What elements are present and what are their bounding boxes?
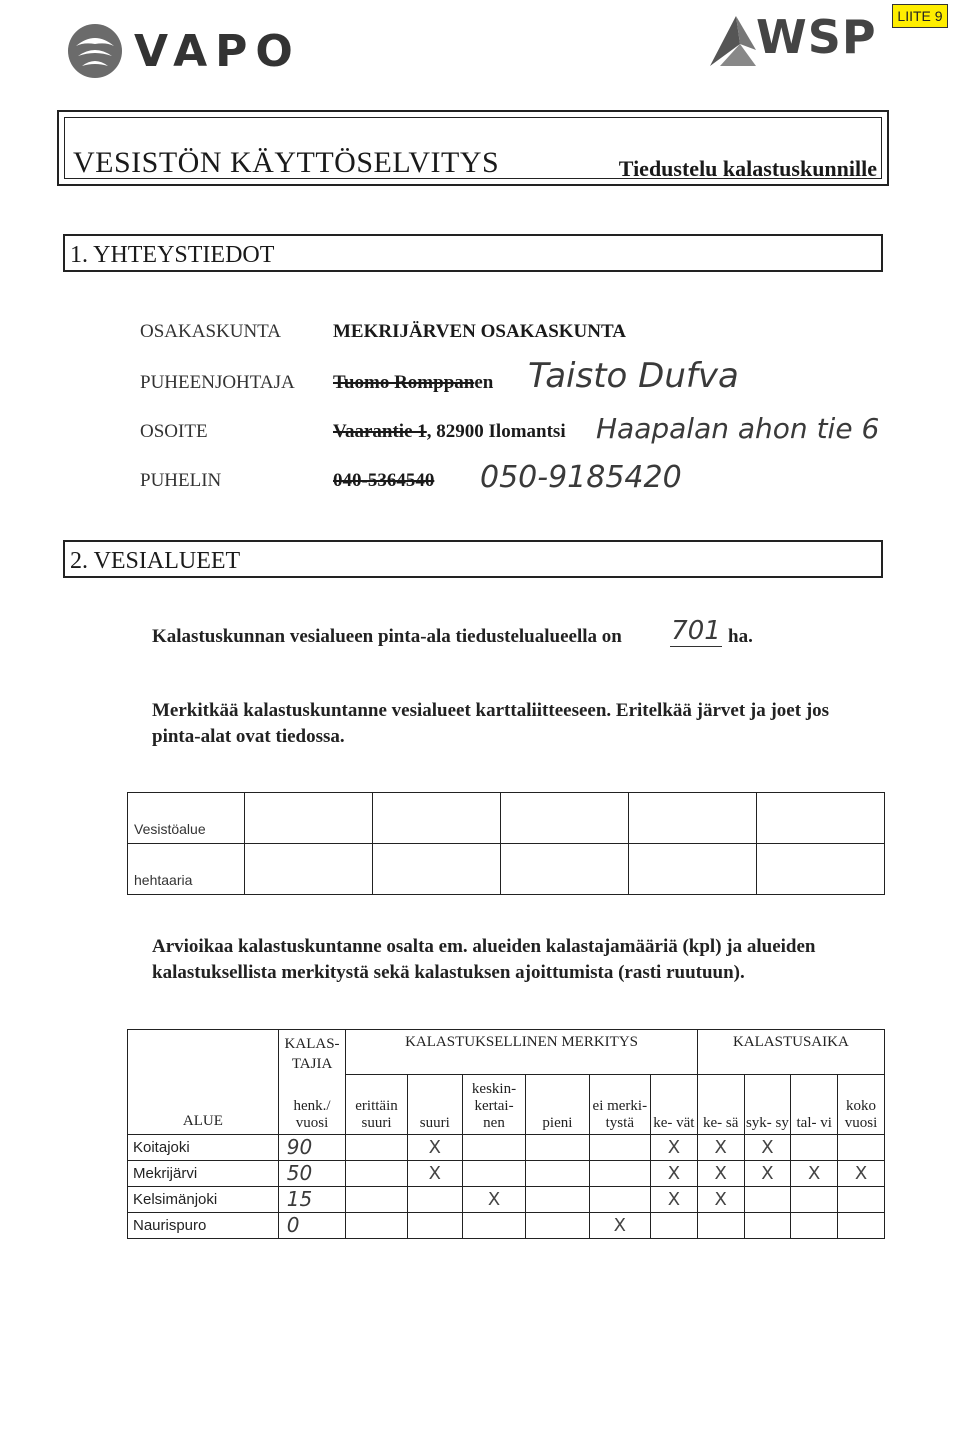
area-question: Kalastuskunnan vesialueen pinta-ala tiedustelualueella on: [152, 626, 622, 647]
col-header: ke- sä: [697, 1074, 744, 1134]
table-row: [128, 1134, 885, 1160]
checkbox-cell[interactable]: [526, 1134, 589, 1160]
value-osakaskunta: MEKRIJÄRVEN OSAKASKUNTA: [333, 321, 626, 342]
title-box: [57, 110, 889, 186]
table-cell[interactable]: [501, 844, 629, 895]
area-value-handwritten: 701: [671, 616, 721, 646]
group-fishers-header: KALAS- TAJIA: [278, 1030, 346, 1075]
section-heading-contacts: 1. YHTEYSTIEDOT: [63, 234, 883, 272]
handwritten-phone: 050-9185420: [480, 460, 682, 495]
checkbox-cell[interactable]: [589, 1134, 650, 1160]
col-header: keskin- kertai- nen: [462, 1074, 525, 1134]
estimate-instruction: Arvioikaa kalastuskuntanne osalta em. alueiden kalastajamääriä (kpl) ja alueiden kalastuksellista merkitystä sekä kalastuksen ajoittumista (rasti ruutuun).: [152, 936, 816, 983]
vapo-wordmark: VAPO: [134, 26, 301, 77]
vapo-logo: [66, 16, 326, 86]
struck-address: Vaarantie 1: [333, 421, 427, 442]
section-heading-water-areas: 2. VESIALUEET: [63, 540, 883, 578]
attachment-badge: LIITE 9: [892, 4, 948, 28]
checkbox-cell[interactable]: [462, 1212, 525, 1238]
address-suffix: , 82900 Ilomantsi: [426, 421, 566, 442]
checkbox-cell[interactable]: [526, 1212, 589, 1238]
label-chairman: PUHEENJOHTAJA: [140, 372, 295, 393]
col-header: tal- vi: [791, 1074, 838, 1134]
checkbox-cell[interactable]: [346, 1186, 407, 1212]
value-address: [333, 421, 566, 443]
handwritten-address: Haapalan ahon tie 6: [596, 412, 880, 445]
col-header: syk- sy: [744, 1074, 791, 1134]
col-header: ei merki- tystä: [589, 1074, 650, 1134]
checkbox-cell[interactable]: X: [407, 1134, 462, 1160]
label-osakaskunta: OSAKASKUNTA: [140, 321, 281, 342]
document-subtitle: Tiedustelu kalastuskunnille: [618, 156, 877, 181]
fishers-count-cell[interactable]: 90: [278, 1134, 346, 1160]
col-header: pieni: [526, 1074, 589, 1134]
table-cell[interactable]: [501, 793, 629, 844]
table-row: [128, 1186, 885, 1212]
area-name-cell: Naurispuro: [128, 1212, 279, 1238]
fishers-count-cell[interactable]: 15: [278, 1186, 346, 1212]
table-row: [128, 844, 885, 895]
fishers-count-cell[interactable]: 50: [278, 1160, 346, 1186]
instruction-text: Merkitkää kalastuskuntanne vesialueet karttaliitteeseen. Eritelkää järvet ja joet jos pinta-alat ovat tiedossa.: [152, 700, 830, 747]
wsp-emblem-icon: [710, 14, 756, 66]
area-name-cell: Mekrijärvi: [128, 1160, 279, 1186]
checkbox-cell[interactable]: [407, 1186, 462, 1212]
checkbox-cell[interactable]: [838, 1212, 885, 1238]
value-chairman: [333, 372, 493, 394]
checkbox-cell[interactable]: [791, 1186, 838, 1212]
label-vesistoalue: Vesistöalue: [128, 793, 245, 844]
col-header: ke- vät: [650, 1074, 697, 1134]
col-header: erittäin suuri: [346, 1074, 407, 1134]
area-name-cell: Kelsimänjoki: [128, 1186, 279, 1212]
checkbox-cell[interactable]: [346, 1212, 407, 1238]
document-title: VESISTÖN KÄYTTÖSELVITYS: [73, 146, 500, 179]
checkbox-cell[interactable]: X: [838, 1160, 885, 1186]
checkbox-cell[interactable]: [744, 1212, 791, 1238]
table-cell[interactable]: [629, 844, 757, 895]
checkbox-cell[interactable]: X: [791, 1160, 838, 1186]
table-row: [128, 1212, 885, 1238]
checkbox-cell[interactable]: X: [697, 1160, 744, 1186]
checkbox-cell[interactable]: [589, 1186, 650, 1212]
table-row: [128, 793, 885, 844]
checkbox-cell[interactable]: X: [650, 1134, 697, 1160]
vapo-emblem-icon: [66, 22, 124, 80]
col-area-header: ALUE: [128, 1030, 279, 1135]
checkbox-cell[interactable]: X: [589, 1212, 650, 1238]
area-unit: ha.: [728, 626, 753, 647]
col-header: koko vuosi: [838, 1074, 885, 1134]
checkbox-cell[interactable]: [346, 1160, 407, 1186]
handwritten-chairman: Taisto Dufva: [528, 356, 739, 396]
checkbox-cell[interactable]: X: [462, 1186, 525, 1212]
checkbox-cell[interactable]: [407, 1212, 462, 1238]
struck-phone: 040-5364540: [333, 470, 435, 491]
table-cell[interactable]: [245, 793, 373, 844]
checkbox-cell[interactable]: [589, 1160, 650, 1186]
fishers-count-cell[interactable]: 0: [278, 1212, 346, 1238]
value-phone: [333, 470, 434, 492]
group-significance-header: KALASTUKSELLINEN MERKITYS: [346, 1030, 697, 1075]
table-row: [128, 1160, 885, 1186]
water-area-table: [127, 792, 885, 895]
table-cell[interactable]: [373, 793, 501, 844]
table-header-row: [128, 1030, 885, 1075]
checkbox-cell[interactable]: [650, 1212, 697, 1238]
checkbox-cell[interactable]: [838, 1134, 885, 1160]
checkbox-cell[interactable]: X: [697, 1186, 744, 1212]
checkbox-cell[interactable]: [346, 1134, 407, 1160]
col-header: henk./ vuosi: [278, 1074, 346, 1134]
checkbox-cell[interactable]: [462, 1160, 525, 1186]
table-cell[interactable]: [757, 793, 885, 844]
table-cell[interactable]: [245, 844, 373, 895]
checkbox-cell[interactable]: X: [744, 1134, 791, 1160]
label-hehtaaria: hehtaaria: [128, 844, 245, 895]
col-header: suuri: [407, 1074, 462, 1134]
struck-chairman: Tuomo Romppan: [333, 372, 475, 393]
label-address: OSOITE: [140, 421, 208, 442]
checkbox-cell[interactable]: X: [650, 1186, 697, 1212]
checkbox-cell[interactable]: X: [744, 1160, 791, 1186]
wsp-wordmark: WSP: [756, 10, 877, 64]
table-cell[interactable]: [373, 844, 501, 895]
fishing-table: [127, 1029, 885, 1239]
checkbox-cell[interactable]: X: [697, 1134, 744, 1160]
chairman-suffix: en: [474, 372, 494, 393]
checkbox-cell[interactable]: [697, 1212, 744, 1238]
wsp-logo: [700, 6, 890, 70]
checkbox-cell[interactable]: [526, 1186, 589, 1212]
checkbox-cell[interactable]: X: [407, 1160, 462, 1186]
area-name-cell: Koitajoki: [128, 1134, 279, 1160]
checkbox-cell[interactable]: [791, 1212, 838, 1238]
checkbox-cell[interactable]: [744, 1186, 791, 1212]
checkbox-cell[interactable]: [791, 1134, 838, 1160]
table-cell[interactable]: [629, 793, 757, 844]
table-cell[interactable]: [757, 844, 885, 895]
group-season-header: KALASTUSAIKA: [697, 1030, 884, 1075]
checkbox-cell[interactable]: X: [650, 1160, 697, 1186]
label-phone: PUHELIN: [140, 470, 222, 491]
checkbox-cell[interactable]: [838, 1186, 885, 1212]
checkbox-cell[interactable]: [526, 1160, 589, 1186]
checkbox-cell[interactable]: [462, 1134, 525, 1160]
